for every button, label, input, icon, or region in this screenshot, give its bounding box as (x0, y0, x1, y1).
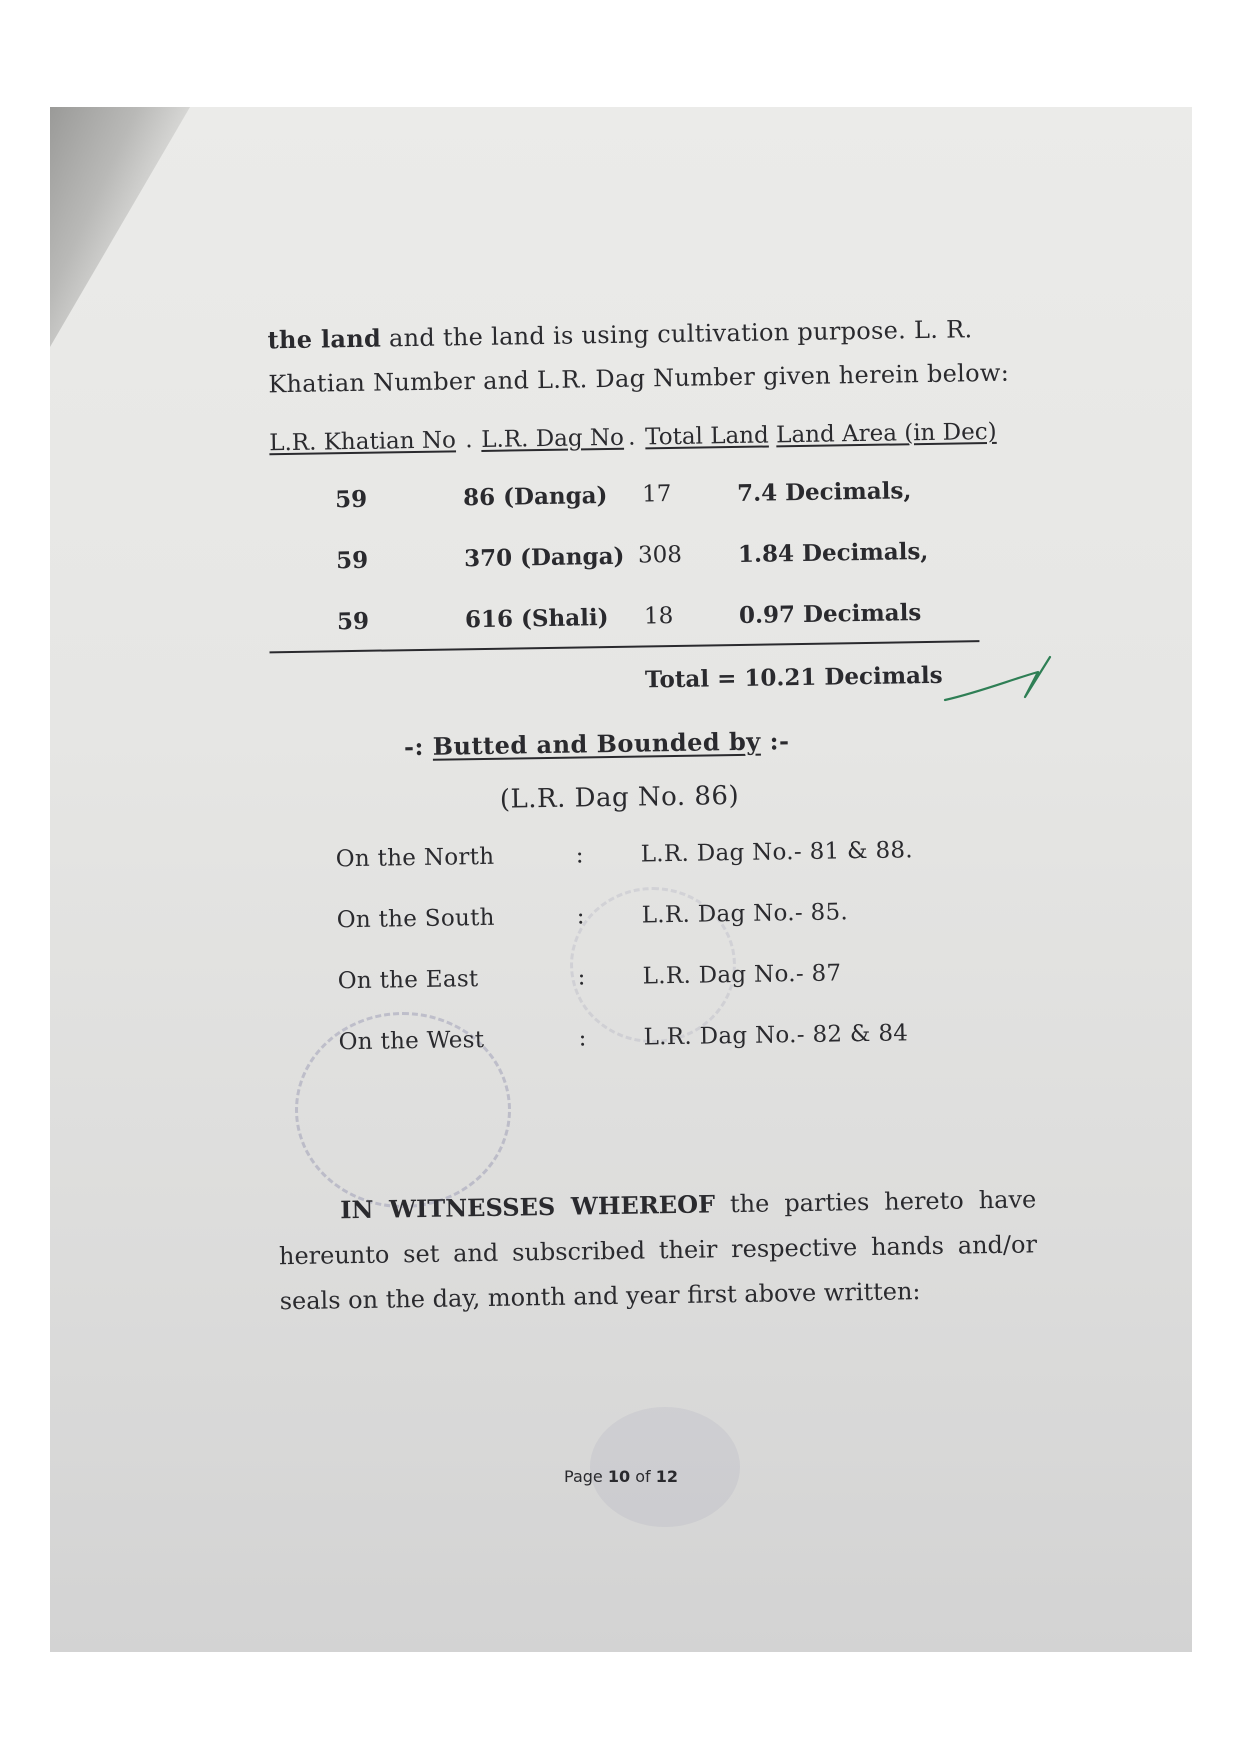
boundary-heading-prefix: -: (403, 731, 433, 762)
boundary-dag-reference: (L.R. Dag No. 86) (499, 780, 740, 815)
total-land-cell: 17 (641, 480, 672, 508)
page-prefix: Page (564, 1467, 608, 1486)
total-land-cell: 308 (637, 541, 683, 569)
intro-line-1-text: and the land is using cultivation purpose. L. R. (380, 315, 973, 353)
dag-cell: 616 (Shali) (464, 604, 609, 634)
total-land-cell: 18 (643, 602, 674, 630)
boundary-value: L.R. Dag No.- 81 & 88. (640, 837, 914, 868)
boundary-side: On the East (337, 966, 479, 995)
boundary-heading-suffix: :- (760, 726, 790, 756)
boundary-side: On the West (338, 1027, 485, 1056)
boundary-separator: : (576, 903, 585, 930)
document-page (50, 107, 1192, 1652)
header-sep: . (627, 424, 636, 451)
header-khatian-no: L.R. Khatian No (269, 427, 457, 457)
intro-bold-lead: the land (267, 323, 382, 355)
header-land-area: Land Area (in Dec) (775, 418, 997, 449)
land-area-cell: 7.4 Decimals, (736, 477, 912, 507)
page-mid: of (630, 1467, 656, 1486)
boundary-value: L.R. Dag No.- 82 & 84 (643, 1020, 909, 1051)
khatian-cell: 59 (334, 485, 368, 514)
land-area-cell: 1.84 Decimals, (737, 537, 929, 568)
total-divider-line (270, 640, 980, 653)
boundary-value: L.R. Dag No.- 87 (642, 960, 842, 990)
dag-cell: 370 (Danga) (463, 542, 625, 573)
boundary-side: On the North (335, 843, 495, 873)
witness-text: the parties hereto have hereunto set and subscribed their respective hands and/or seals on the day, month and year first above written: (278, 1185, 1038, 1316)
khatian-cell: 59 (335, 546, 369, 575)
document-photo (50, 107, 1192, 1652)
boundary-heading-text: Butted and Bounded by (432, 726, 761, 761)
dag-cell: 86 (Danga) (462, 482, 608, 512)
boundary-heading (404, 726, 790, 761)
header-total-land: Total Land (644, 422, 769, 451)
boundary-separator: : (575, 842, 585, 869)
page-number (50, 1467, 1192, 1486)
boundary-side: On the South (336, 904, 495, 934)
intro-line-2: Khatian Number and L.R. Dag Number given herein below: (268, 358, 1010, 399)
intro-line-1 (267, 314, 972, 354)
witness-bold-lead: IN WITNESSES WHEREOF (340, 1189, 716, 1225)
boundary-separator: : (577, 964, 586, 991)
page-total: 12 (655, 1467, 678, 1486)
boundary-separator: : (578, 1025, 587, 1052)
header-dag-no: L.R. Dag No (481, 424, 625, 453)
khatian-cell: 59 (336, 607, 370, 636)
land-area-cell: 0.97 Decimals (738, 599, 922, 629)
witness-paragraph (278, 1176, 1038, 1324)
header-sep: . (465, 427, 473, 454)
total-row: Total = 10.21 Decimals (644, 661, 943, 694)
boundary-value: L.R. Dag No.- 85. (641, 899, 849, 929)
page-current: 10 (607, 1467, 631, 1486)
check-mark-icon (940, 652, 1070, 712)
